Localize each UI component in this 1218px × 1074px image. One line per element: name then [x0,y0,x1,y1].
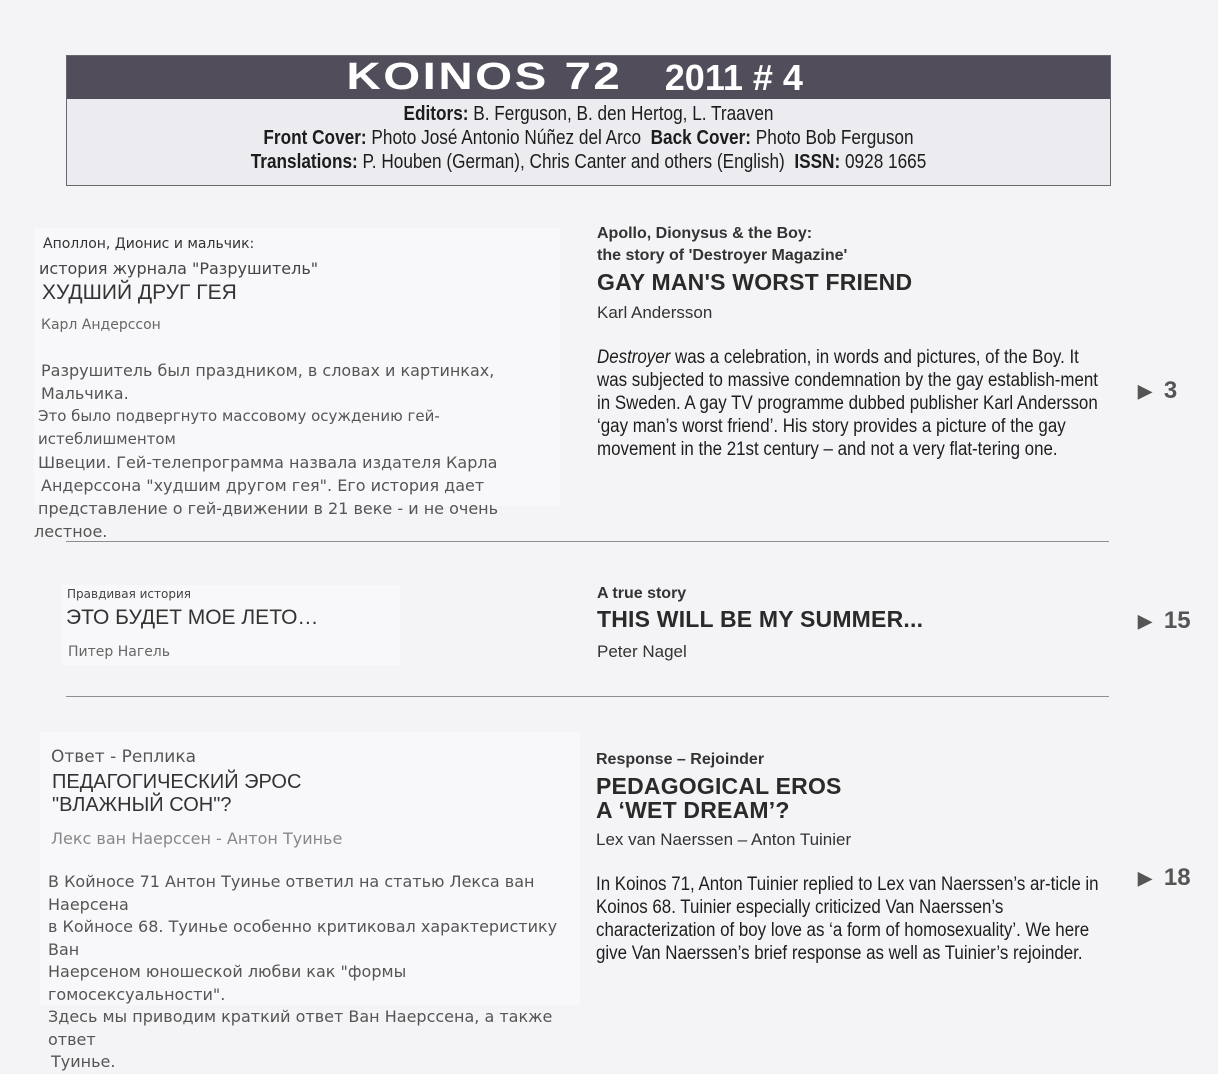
ru-summary-line: в Койносе 68. Туинье особенно критиковал характеристику Ван [48,917,558,959]
ru-headline-line: ПЕДАГОГИЧЕСКИЙ ЭРОС [52,771,302,793]
ru-kicker: Ответ - Реплика [51,747,197,767]
en-headline-line: A ‘WET DREAM’? [596,797,790,823]
ru-summary-line: В Койносе 71 Антон Туинье ответил на статью Лекса ван Наерсена [48,872,535,914]
en-author: Karl Andersson [597,303,713,322]
page-reference[interactable] [1138,607,1191,635]
en-summary [597,346,1109,461]
front-cover-label: Front Cover: [263,127,367,149]
en-kicker: A true story [597,585,687,602]
ru-summary-line: представление о гей-движении в 21 веке - и не очень [38,499,499,518]
editors-label: Editors: [403,103,469,125]
ru-summary-line: Здесь мы приводим краткий ответ Ван Наерссена, а также ответ [48,1007,553,1049]
en-kicker: Response – Rejoinder [596,751,765,768]
issn-label: ISSN: [794,151,841,173]
magazine-name: Destroyer [597,347,671,368]
translations-label: Translations: [250,151,358,173]
editors-line [140,102,1037,126]
en-headline: THIS WILL BE MY SUMMER... [597,606,924,632]
back-cover-label: Back Cover: [650,127,751,149]
page-reference[interactable] [1138,377,1177,405]
en-headline-line: PEDAGOGICAL EROS [596,773,842,799]
ru-summary-line: Это было подвергнуто массовому осуждению гей- истеблишментом [38,407,440,448]
translations-value: P. Houben (German), Chris Canter and others (English) [362,151,785,173]
ru-subtitle: история журнала "Разрушитель" [39,259,319,278]
masthead [66,55,1111,186]
page-number: 15 [1163,607,1191,634]
page-reference[interactable] [1138,864,1191,892]
en-summary-text: was a celebration, in words and pictures, of the Boy. It was subjected to massive condemnation by the gay establish-ment in Sweden. A gay TV programme dubbed publisher Karl Andersson ‘gay man’s worst friend’. His story provides a picture of the gay movement in the 21st century – and not a very flat-tering one. [597,347,1099,460]
en-kicker: Apollo, Dionysus & the Boy: [597,225,813,242]
divider [66,696,1109,697]
ru-summary-line: Туинье. [51,1052,116,1071]
en-summary: In Koinos 71, Anton Tuinier replied to Lex van Naerssen’s ar-ticle in Koinos 68. Tuinier especially criticized Van Naerssen’s characterization of boy love as ‘a form of homosexuality’. We here give Van Naerssen’s brief response as well as Tuinier’s rejoinder. [596,874,1099,964]
front-cover-value: Photo José Antonio Núñez del Arco [371,127,642,149]
ru-summary [34,359,563,543]
en-headline: GAY MAN'S WORST FRIEND [597,269,913,295]
play-arrow-icon: ▶ [1138,610,1152,631]
ru-headline [52,771,301,817]
back-cover-value: Photo Bob Ferguson [755,127,914,149]
credits [67,99,1110,174]
ru-summary-line: Швеции. Гей-телепрограмма назвала издателя Карла [38,453,498,472]
play-arrow-icon: ▶ [1138,867,1152,888]
en-headline [596,774,842,822]
ru-summary-line: Разрушитель был праздником, в словах и картинках, Мальчика. [41,361,495,403]
ru-summary-line: Наерсеном юношеской любви как "формы гомосексуальности". [48,962,407,1004]
divider [66,541,1109,542]
masthead-bar [67,56,1110,99]
page-number: 18 [1163,864,1191,891]
play-arrow-icon: ▶ [1138,380,1152,401]
ru-summary-line: лестное. [34,522,108,541]
ru-author: Питер Нагель [68,644,171,660]
ru-headline: ЭТО БУДЕТ МОЕ ЛЕТО… [66,606,319,629]
issue-number: 2011 # 4 [664,56,803,98]
editors-value: B. Ferguson, B. den Hertog, L. Traaven [473,103,774,125]
page-number: 3 [1163,377,1178,404]
ru-kicker: Аполлон, Дионис и мальчик: [43,236,255,252]
ru-author: Лекс ван Наерссен - Антон Туинье [51,829,343,848]
translations-line [140,150,1037,174]
en-author: Peter Nagel [597,642,687,661]
ru-headline: ХУДШИЙ ДРУГ ГЕЯ [42,281,237,304]
ru-kicker: Правдивая история [67,587,191,601]
cover-line [140,126,1037,150]
ru-summary-line: Андерссона "худшим другом гея". Его история дает [41,476,485,495]
ru-author: Карл Андерссон [41,317,161,333]
ru-summary [48,871,578,1074]
en-author: Lex van Naerssen – Anton Tuinier [596,830,852,849]
en-kicker-line-2: the story of 'Destroyer Magazine' [597,247,848,264]
issn-value: 0928 1665 [844,151,927,173]
magazine-title: KOINOS 72 [346,56,623,98]
ru-headline-line: "ВЛАЖНЫЙ СОН"? [52,794,232,816]
